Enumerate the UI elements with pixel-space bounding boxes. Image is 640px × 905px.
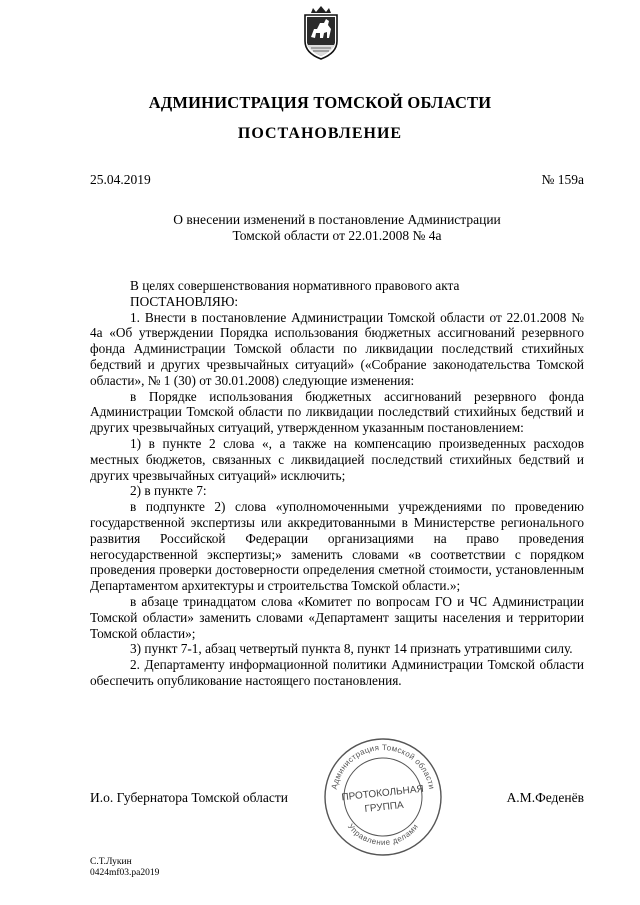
organization-title: АДМИНИСТРАЦИЯ ТОМСКОЙ ОБЛАСТИ [148, 93, 492, 112]
subject-line-2: Томской области от 22.01.2008 № 4а [232, 228, 442, 243]
paragraph-1: 1. Внести в постановление Администрации Томской области от 22.01.2008 № 4а «Об утверждении Порядка использования бюджетных ассигнований резервного фонда Администрации Томской области по ликвидации последствий стихийных бедствий и других чрезвычайных ситуаций» («Собрание законодательства Томской области», № 1 (30) от 30.01.2008) следующие изменения: [90, 309, 584, 388]
official-stamp [322, 736, 444, 858]
decree-heading: ПОСТАНОВЛЯЮ: [130, 293, 239, 309]
footer-info [90, 857, 159, 879]
coat-of-arms-icon [302, 5, 340, 61]
signatory-name: А.М.Феденёв [506, 790, 584, 805]
paragraph-3: 1) в пункте 2 слова «, а также на компенсацию произведенных расходов местных бюджетов, связанных с ликвидацией последствий стихийных бедствий и других чрезвычайных ситуаций» исключить; [90, 435, 584, 483]
paragraph-5: в подпункте 2) слова «уполномоченными учреждениями по проведению государственной экспертизы или аккредитованными в Министерстве регионального развития Российской Федерации организациями на право проведения негосударственной экспертизы;» заменить словами «в соответствии с порядком проведения проверки достоверности определения сметной стоимости, установленным Департаментом архитектуры и строительства Томской области.»; [90, 499, 584, 594]
document-subject [90, 212, 584, 244]
intro-paragraph: В целях совершенствования нормативного правового акта [130, 278, 460, 293]
document-number: № 159а [541, 172, 584, 187]
paragraph-2: в Порядке использования бюджетных ассигнований резервного фонда Администрации Томской области по ликвидации последствий стихийных бедствий и других чрезвычайных ситуаций, утвержденном указанным постановлением: [90, 388, 584, 436]
document-body [90, 278, 584, 689]
paragraph-6: в абзаце тринадцатом слова «Комитет по вопросам ГО и ЧС Администрации Томской области» заменить словами «Департамент защиты населения и территории Томской области»; [90, 593, 584, 641]
stamp-center-line-2: ГРУППА [363, 799, 405, 815]
executor-name: С.Т.Лукин [90, 857, 132, 867]
paragraph-7: 3) пункт 7-1, абзац четвертый пункта 8, пункт 14 признать утратившими силу. [130, 641, 573, 657]
document-type: ПОСТАНОВЛЕНИЕ [237, 125, 403, 142]
signatory-position: И.о. Губернатора Томской области [90, 790, 288, 805]
stamp-center-line-1: ПРОТОКОЛЬНАЯ [341, 783, 425, 804]
subject-line-1: О внесении изменений в постановление Администрации [173, 212, 501, 227]
stamp-ring-top: Администрация Томской области [329, 742, 437, 791]
paragraph-8: 2. Департаменту информационной политики Администрации Томской области обеспечить опубликование настоящего постановления. [90, 657, 584, 688]
document-date: 25.04.2019 [90, 172, 151, 187]
paragraph-4: 2) в пункте 7: [130, 483, 207, 499]
stamp-ring-bottom: Управление делами [345, 822, 421, 848]
file-code: 0424mf03.ра2019 [90, 868, 160, 878]
